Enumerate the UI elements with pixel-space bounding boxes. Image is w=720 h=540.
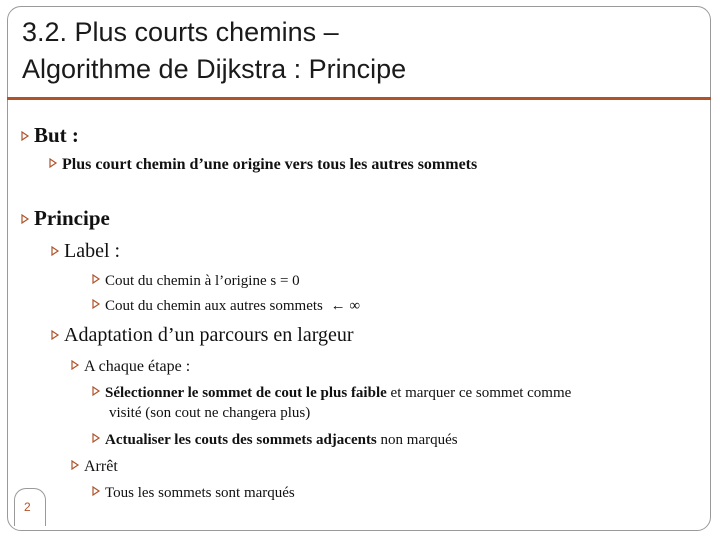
page-number: 2 bbox=[24, 500, 31, 514]
step-1-rest: et marquer ce sommet comme bbox=[386, 385, 572, 401]
but-sub-text: Plus court chemin d’une origine vers tous les autres sommets bbox=[62, 156, 478, 173]
label-item-2-text: Cout du chemin aux autres sommets bbox=[105, 298, 323, 314]
bullet-icon bbox=[70, 460, 80, 470]
bullet-icon bbox=[91, 274, 101, 284]
bullet-icon bbox=[48, 158, 58, 168]
bullet-arret-item bbox=[91, 485, 295, 502]
bullet-label bbox=[50, 240, 120, 263]
bullet-label-item-2 bbox=[91, 298, 360, 315]
principe-label: Principe bbox=[34, 206, 110, 230]
bullet-principe bbox=[20, 206, 110, 231]
step-2-rest: non marqués bbox=[376, 432, 458, 448]
bullet-icon bbox=[91, 386, 101, 396]
label-item-1-text: Cout du chemin à l’origine s = 0 bbox=[105, 273, 300, 289]
but-label: But : bbox=[34, 123, 79, 147]
bullet-icon bbox=[20, 131, 30, 141]
bullet-icon bbox=[91, 486, 101, 496]
bullet-chaque-etape bbox=[70, 358, 190, 376]
adaptation-label: Adaptation d’un parcours en largeur bbox=[64, 324, 354, 346]
bullet-but-sub bbox=[48, 156, 477, 174]
bullet-icon bbox=[91, 299, 101, 309]
title-underline bbox=[7, 97, 711, 100]
label-label: Label : bbox=[64, 240, 121, 262]
left-arrow-icon: ← bbox=[330, 298, 346, 314]
arret-label: Arrêt bbox=[84, 458, 118, 475]
bullet-arret bbox=[70, 458, 118, 476]
chaque-etape-label: A chaque étape : bbox=[84, 358, 191, 375]
bullet-icon bbox=[20, 214, 30, 224]
step-1-bold: Sélectionner le sommet de cout le plus faible bbox=[105, 385, 387, 401]
arret-item-text: Tous les sommets sont marqués bbox=[105, 485, 295, 501]
title-line-1: 3.2. Plus courts chemins – bbox=[22, 17, 339, 47]
bullet-icon bbox=[50, 330, 60, 340]
step-2-bold: Actualiser les couts des sommets adjacents bbox=[105, 432, 377, 448]
title-line-2: Algorithme de Dijkstra : Principe bbox=[22, 54, 407, 84]
bullet-icon bbox=[50, 246, 60, 256]
bullet-icon bbox=[70, 360, 80, 370]
bullet-adaptation bbox=[50, 324, 354, 347]
bullet-step-2 bbox=[91, 432, 458, 449]
bullet-icon bbox=[91, 433, 101, 443]
bullet-label-item-1 bbox=[91, 273, 300, 290]
bullet-step-1 bbox=[91, 385, 571, 402]
infinity-symbol: ∞ bbox=[349, 298, 361, 314]
bullet-but bbox=[20, 123, 79, 148]
step-1-continuation: visité (son cout ne changera plus) bbox=[109, 405, 311, 421]
slide-title bbox=[22, 14, 712, 88]
